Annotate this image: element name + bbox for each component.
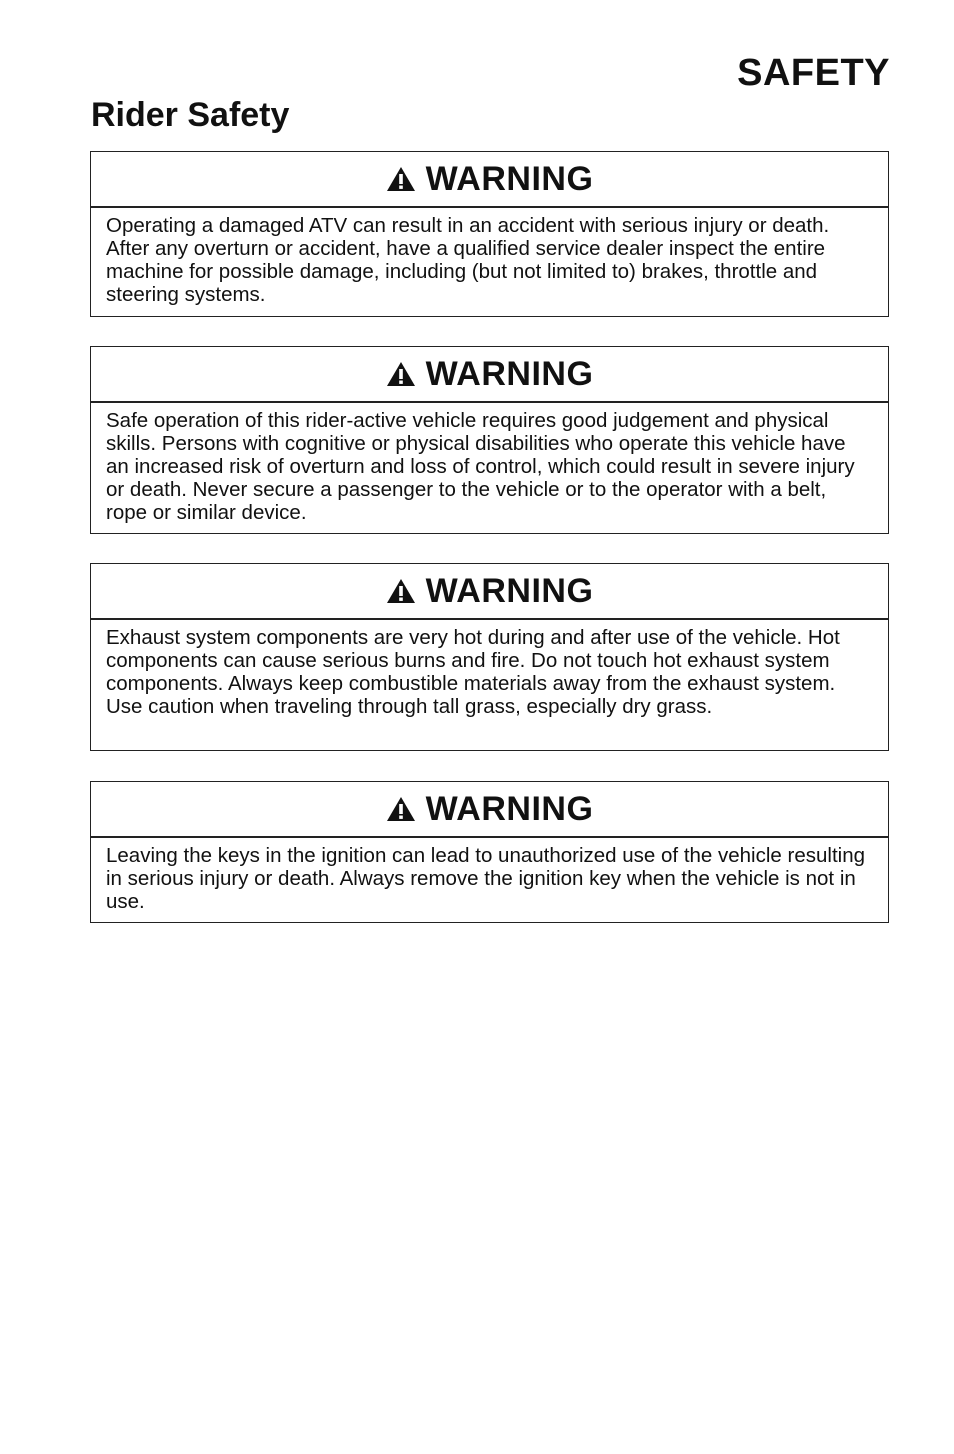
warning-label: WARNING — [425, 789, 594, 828]
warning-header — [91, 782, 888, 838]
warning-text: Operating a damaged ATV can result in an accident with serious injury or death. After any overturn or accident, have a qualified service dealer inspect the entire machine for possible damage, including (but not limited to) brakes, throttle and steering systems. — [106, 214, 830, 306]
warning-text: Safe operation of this rider-active vehicle requires good judgement and physical skills. Persons with cognitive or physical disabilities who operate this vehicle have an increased risk of overturn and loss of control, which could result in severe injury or death. Never secure a passenger to the vehicle or to the operator with a belt, rope or similar device. — [106, 409, 855, 524]
warning-text: Leaving the keys in the ignition can lead to unauthorized use of the vehicle resulting in serious injury or death. Always remove the ignition key when the vehicle is not in use. — [106, 844, 866, 913]
warning-header — [91, 347, 888, 403]
warning-header — [91, 152, 888, 208]
warning-label: WARNING — [425, 159, 594, 198]
warning-triangle-icon — [386, 578, 416, 604]
warning-triangle-icon — [386, 361, 416, 387]
warning-box — [90, 151, 889, 317]
page-heading: Rider Safety — [91, 96, 290, 134]
warning-triangle-icon — [386, 166, 416, 192]
warning-label: WARNING — [425, 571, 594, 610]
warning-triangle-icon — [386, 796, 416, 822]
warning-box — [90, 346, 889, 534]
warning-header — [91, 564, 888, 620]
warning-label: WARNING — [425, 354, 594, 393]
warning-box — [90, 781, 889, 923]
section-title: SAFETY — [737, 52, 890, 94]
warning-box — [90, 563, 889, 751]
warning-text: Exhaust system components are very hot during and after use of the vehicle. Hot components can cause serious burns and fire. Do not touch hot exhaust system components. Always keep combustible materials away from the exhaust system. Use caution when traveling through tall grass, especially dry grass. — [106, 626, 840, 718]
